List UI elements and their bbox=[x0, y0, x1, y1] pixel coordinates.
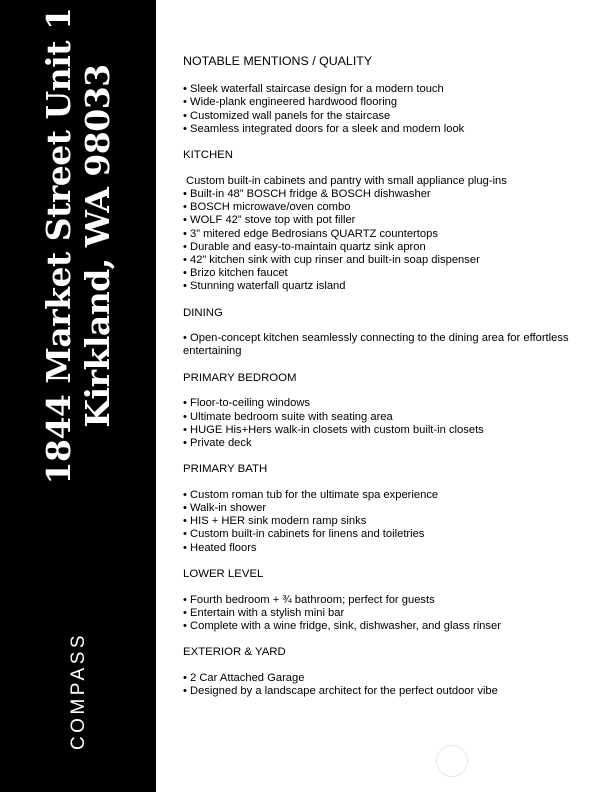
section-primary-bedroom bbox=[183, 372, 583, 451]
list-item: • BOSCH microwave/oven combo bbox=[183, 201, 351, 214]
address-street: 1844 Market Street Unit 1 bbox=[39, 7, 78, 485]
section-lower-level bbox=[183, 568, 583, 633]
section-exterior bbox=[183, 646, 583, 698]
section-dining bbox=[183, 307, 583, 359]
features-content bbox=[183, 55, 583, 698]
list-item: • Ultimate bedroom suite with seating area bbox=[183, 410, 393, 423]
list-item: • Heated floors bbox=[183, 541, 257, 554]
list-item: • Durable and easy-to-maintain quartz sink apron bbox=[183, 240, 426, 253]
list-item: • Built-in 48” BOSCH fridge & BOSCH dishwasher bbox=[183, 187, 431, 200]
list-item: • Designed by a landscape architect for the perfect outdoor vibe bbox=[183, 685, 498, 698]
section-title-dining: DINING bbox=[183, 306, 223, 319]
list-item: • Custom built-in cabinets for linens and toiletries bbox=[183, 528, 425, 541]
list-item: • Complete with a wine fridge, sink, dishwasher, and glass rinser bbox=[183, 620, 501, 632]
list-item: • Floor-to-ceiling windows bbox=[183, 397, 311, 410]
list-item: • Seamless integrated doors for a sleek and modern look bbox=[183, 122, 465, 135]
section-title-lower-level: LOWER LEVEL bbox=[183, 567, 264, 580]
page-marker-circle bbox=[436, 745, 468, 777]
address-city: Kirkland, WA 98033 bbox=[78, 64, 117, 428]
list-item: • Custom roman tub for the ultimate spa experience bbox=[183, 488, 439, 501]
list-item: • Entertain with a stylish mini bar bbox=[183, 606, 345, 619]
list-item: • Wide-plank engineered hardwood flooring bbox=[183, 96, 398, 109]
section-title-notable: NOTABLE MENTIONS / QUALITY bbox=[183, 54, 373, 68]
list-item: • Private deck bbox=[183, 436, 252, 449]
list-item: • Brizo kitchen faucet bbox=[183, 267, 288, 280]
section-title-kitchen: KITCHEN bbox=[183, 149, 233, 162]
list-item: • HIS + HER sink modern ramp sinks bbox=[183, 515, 367, 528]
list-item: • Walk-in shower bbox=[183, 502, 267, 515]
list-item: • 2 Car Attached Garage bbox=[183, 671, 305, 684]
section-title-exterior: EXTERIOR & YARD bbox=[183, 646, 286, 659]
list-item: • Open-concept kitchen seamlessly connecting to the dining area for effortless entertaining bbox=[183, 332, 569, 358]
section-notable bbox=[183, 55, 583, 136]
list-item: • Stunning waterfall quartz island bbox=[183, 280, 346, 293]
list-item: • 42” kitchen sink with cup rinser and built-in soap dispenser bbox=[183, 253, 480, 266]
list-item: Custom built-in cabinets and pantry with small appliance plug-ins bbox=[186, 174, 507, 187]
sidebar bbox=[0, 0, 156, 792]
section-primary-bath bbox=[183, 463, 583, 555]
list-item: • Fourth bedroom + ¾ bathroom; perfect for guests bbox=[183, 593, 435, 606]
section-kitchen bbox=[183, 149, 583, 294]
list-item: • Sleek waterfall staircase design for a modern touch bbox=[183, 83, 444, 96]
property-address bbox=[39, 8, 117, 485]
compass-logo: COMPASS bbox=[68, 631, 89, 751]
section-title-primary-bedroom: PRIMARY BEDROOM bbox=[183, 371, 297, 384]
section-title-primary-bath: PRIMARY BATH bbox=[183, 463, 268, 476]
list-item: • WOLF 42” stove top with pot filler bbox=[183, 214, 356, 227]
list-item: • 3” mitered edge Bedrosians QUARTZ countertops bbox=[183, 227, 438, 240]
list-item: • Customized wall panels for the staircase bbox=[183, 109, 391, 122]
list-item: • HUGE His+Hers walk-in closets with custom built-in closets bbox=[183, 423, 484, 436]
